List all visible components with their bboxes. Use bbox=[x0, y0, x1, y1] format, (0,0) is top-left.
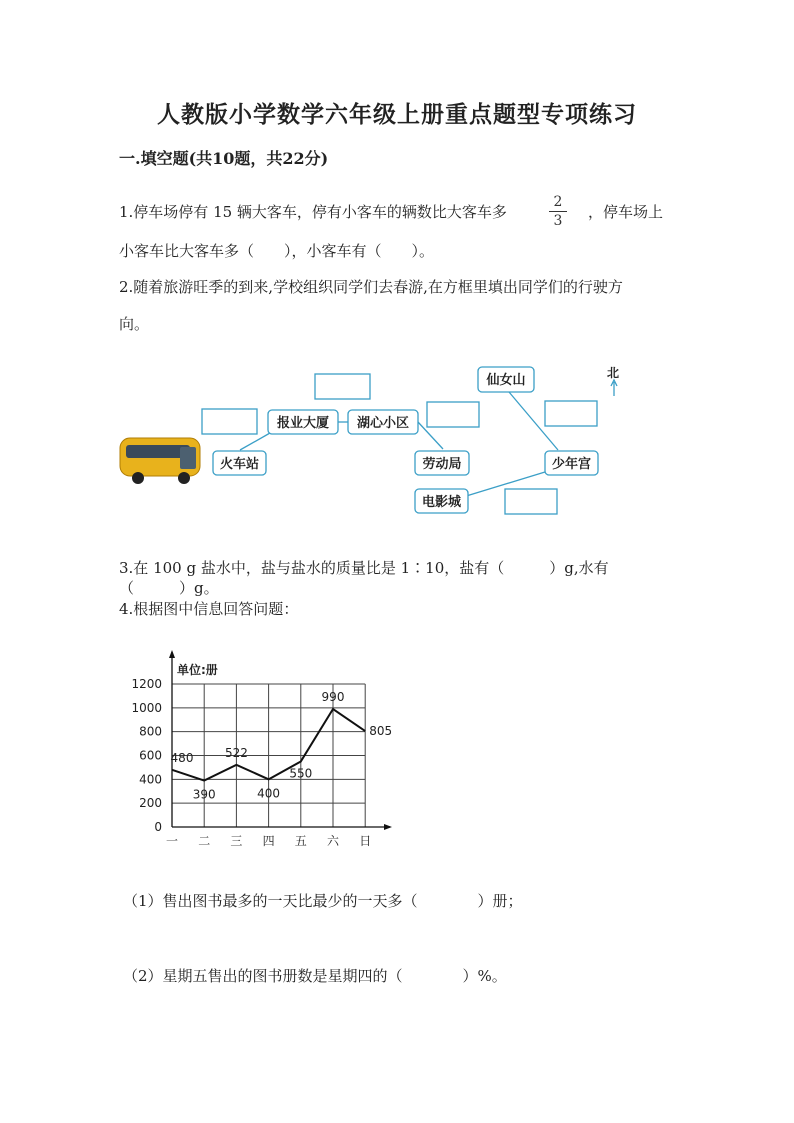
place-bureau: 劳动局 bbox=[422, 457, 462, 472]
y-tick-label: 400 bbox=[139, 772, 162, 787]
section-heading: 一.填空题(共10题，共22分) bbox=[119, 149, 329, 168]
q4-line1: 4.根据图中信息回答问题： bbox=[119, 600, 299, 618]
place-station: 火车站 bbox=[219, 457, 260, 472]
page-title: 人教版小学数学六年级上册重点题型专项练习 bbox=[157, 101, 637, 128]
y-tick-label: 800 bbox=[139, 724, 162, 739]
y-axis-arrow bbox=[169, 650, 175, 658]
place-palace: 少年宫 bbox=[551, 457, 592, 472]
x-tick-label: 日 bbox=[359, 834, 372, 848]
q1-line1: 1.停车场停有 15 辆大客车，停有小客车的辆数比大客车多 bbox=[119, 203, 507, 221]
data-label: 480 bbox=[170, 750, 194, 765]
q1-line2: 小客车比大客车多（ ），小客车有（ ）。 bbox=[119, 242, 435, 260]
x-tick-label: 四 bbox=[262, 834, 275, 848]
place-building: 报业大厦 bbox=[276, 416, 330, 431]
y-tick-label: 1200 bbox=[131, 677, 162, 691]
y-tick-label: 1000 bbox=[131, 700, 162, 715]
x-tick-label: 五 bbox=[294, 834, 307, 848]
q1-line1-tail: ，停车场上 bbox=[588, 203, 664, 221]
q3-line2: （ ）g。 bbox=[119, 579, 219, 597]
q4-sub2: （2）星期五售出的图书册数是星期四的（ ）%。 bbox=[123, 967, 507, 985]
y-tick-label: 0 bbox=[154, 820, 162, 834]
y-tick-label: 200 bbox=[139, 796, 162, 811]
data-label: 550 bbox=[289, 766, 313, 781]
place-mountain: 仙女山 bbox=[486, 373, 526, 388]
x-axis-arrow bbox=[384, 824, 392, 830]
x-tick-label: 三 bbox=[230, 834, 243, 848]
q2-line1: 2.随着旅游旺季的到来,学校组织同学们去春游,在方框里填出同学们的行驶方 bbox=[119, 278, 623, 296]
fraction-numerator: 2 bbox=[553, 194, 563, 210]
place-cinema: 电影城 bbox=[421, 495, 462, 510]
place-community: 湖心小区 bbox=[356, 416, 410, 431]
data-label: 990 bbox=[321, 690, 345, 705]
x-tick-label: 一 bbox=[165, 834, 179, 848]
x-tick-labels bbox=[166, 834, 371, 848]
unit-label: 单位:册 bbox=[177, 663, 218, 677]
data-label: 805 bbox=[369, 724, 393, 739]
fraction-denominator: 3 bbox=[553, 213, 563, 229]
x-tick-label: 六 bbox=[326, 834, 340, 848]
q3-line1: 3.在 100 g 盐水中，盐与盐水的质量比是 1∶10，盐有（ ）g,水有 bbox=[119, 559, 609, 577]
data-label: 390 bbox=[192, 787, 216, 802]
data-label: 522 bbox=[224, 745, 248, 760]
y-tick-label: 600 bbox=[139, 748, 162, 763]
data-label: 400 bbox=[257, 786, 281, 801]
q4-sub1: （1）售出图书最多的一天比最少的一天多（ ）册； bbox=[123, 892, 523, 910]
north-label: 北 bbox=[607, 366, 620, 380]
x-tick-label: 二 bbox=[198, 834, 211, 848]
chart-grid bbox=[172, 684, 365, 827]
q2-line2: 向。 bbox=[119, 315, 150, 333]
y-tick-labels bbox=[131, 677, 162, 834]
